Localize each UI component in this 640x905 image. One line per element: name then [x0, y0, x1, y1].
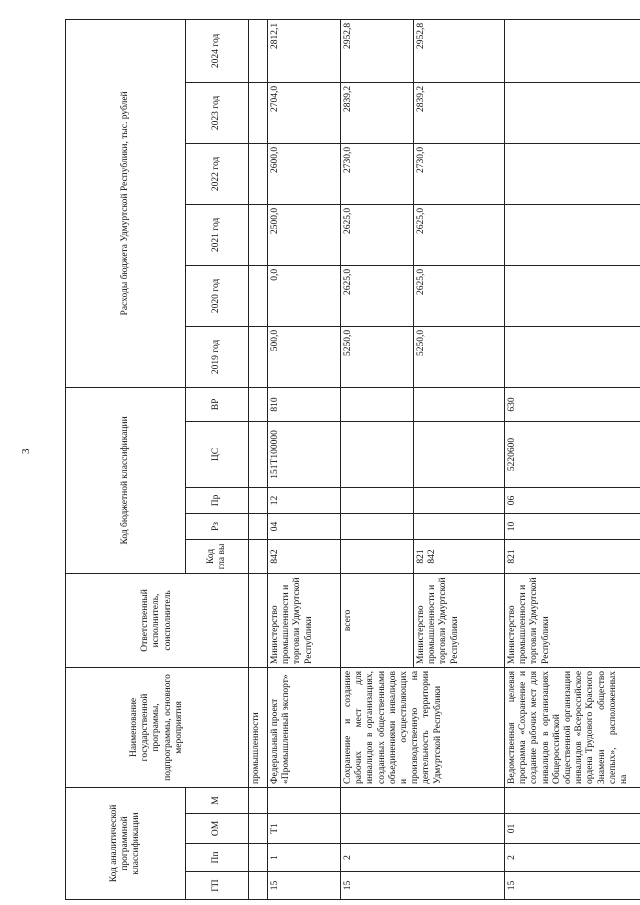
cell-cs: [414, 421, 505, 487]
cell-executor: Министерство промышленности и торговли Удмуртской Республики: [414, 573, 505, 667]
header-row-top: [66, 19, 186, 899]
header-vr: ВР: [186, 387, 249, 421]
cell-2021: 2500,0: [268, 204, 341, 265]
cell-rz: 04: [268, 513, 341, 539]
table-row: [341, 19, 414, 899]
cell-name: Сохранение и создание рабочих мест для инвалидов в организациях, созданных общественными объединениями инвалидов и осуществляющих производственную на деятельность территории Удмуртской Республики: [341, 667, 505, 787]
header-name: Наименование государственной программы, подпрограммы, основного мероприятия: [66, 667, 249, 787]
cell-2022: 2730,0: [341, 143, 414, 204]
header-pr: Пр: [186, 487, 249, 513]
budget-table-sheet: [65, 20, 630, 900]
cell-executor-total: всего: [341, 573, 414, 667]
cell-vr: 810: [268, 387, 341, 421]
rotated-page: [65, 20, 630, 900]
cell-m: [268, 787, 341, 813]
cell-2021: [505, 204, 640, 265]
cell-kod-glavy: 842: [268, 539, 341, 573]
header-year-2024: 2024 год: [186, 19, 249, 82]
page-number: 3: [20, 448, 32, 454]
cell-2019: 5250,0: [341, 326, 414, 387]
kod-glavy-value: 842: [427, 549, 438, 564]
cell-om: Т1: [268, 814, 341, 844]
header-expenses: Расходы бюджета Удмуртской Республики, тыс. рублей: [66, 19, 186, 387]
cell-kod-glavy: [249, 539, 268, 573]
cell-2020: 2625,0: [414, 265, 505, 326]
cell-2023: [249, 82, 268, 143]
cell-2022: [505, 143, 640, 204]
header-om: ОМ: [186, 814, 249, 844]
cell-pr: [249, 487, 268, 513]
cell-cs: [341, 421, 414, 487]
kod-glavy-value: 821: [416, 549, 426, 564]
budget-table: [65, 19, 640, 900]
cell-gp: 15: [341, 872, 505, 900]
cell-gp: 15: [505, 872, 640, 900]
cell-vr: [341, 387, 414, 421]
header-analytic-code: Код аналитической программной классификации: [66, 787, 186, 899]
cell-pr: 06: [505, 487, 640, 513]
table-row: [268, 19, 341, 899]
cell-pp: [249, 844, 268, 872]
cell-2020: 2625,0: [341, 265, 414, 326]
cell-pp: 1: [268, 844, 341, 872]
cell-cs: 5220600: [505, 421, 640, 487]
header-year-2021: 2021 год: [186, 204, 249, 265]
cell-2022: 2730,0: [414, 143, 505, 204]
cell-om: [249, 814, 268, 844]
cell-2023: 2839,2: [341, 82, 414, 143]
header-year-2020: 2020 год: [186, 265, 249, 326]
cell-kod-glavy: 821: [505, 539, 640, 573]
header-gp: ГП: [186, 872, 249, 900]
cell-2023: 2704,0: [268, 82, 341, 143]
cell-kod-glavy: [341, 539, 414, 573]
cell-2019: [505, 326, 640, 387]
cell-2021: [249, 204, 268, 265]
cell-2020: [249, 265, 268, 326]
cell-name: Ведомственная целевая программа «Сохранение и создание рабочих мест для инвалидов в организациях Общероссийской общественной организации инвалидов «Всероссийское ордена Трудового Красного Знамени общество слепых», расположенных на: [505, 667, 640, 787]
cell-rz: [249, 513, 268, 539]
cell-2022: [249, 143, 268, 204]
cell-cs: 151Т100000: [268, 421, 341, 487]
cell-executor: [249, 573, 268, 667]
cell-executor: Министерство промышленности и торговли Удмуртской Республики: [505, 573, 640, 667]
cell-gp: 15: [268, 872, 341, 900]
cell-kod-glavy: [414, 539, 505, 573]
cell-2020: [505, 265, 640, 326]
cell-rz: [341, 513, 414, 539]
header-kod-glavy: Код гла вы: [186, 539, 249, 573]
header-year-2023: 2023 год: [186, 82, 249, 143]
cell-gp: [249, 872, 268, 900]
cell-2024: 2952,8: [414, 19, 505, 82]
cell-2020: 0,0: [268, 265, 341, 326]
cell-2024: [249, 19, 268, 82]
cell-name: промышленности: [249, 667, 268, 787]
cell-2021: 2625,0: [414, 204, 505, 265]
cell-pr: [341, 487, 414, 513]
header-rz: Рз: [186, 513, 249, 539]
table-row: [505, 19, 640, 899]
cell-name: Федеральный проект «Промышленный экспорт»: [268, 667, 341, 787]
cell-pp: 2: [341, 844, 505, 872]
table-row: [249, 19, 268, 899]
cell-2023: [505, 82, 640, 143]
cell-2024: 2812,1: [268, 19, 341, 82]
cell-2022: 2600,0: [268, 143, 341, 204]
cell-vr: [414, 387, 505, 421]
header-executor: Ответственный исполнитель, соисполнитель: [66, 573, 249, 667]
cell-executor: Министерство промышленности и торговли Удмуртской Республики: [268, 573, 341, 667]
header-year-2022: 2022 год: [186, 143, 249, 204]
header-m: М: [186, 787, 249, 813]
cell-rz: [414, 513, 505, 539]
cell-2024: [505, 19, 640, 82]
cell-m: [341, 787, 505, 813]
cell-2019: [249, 326, 268, 387]
cell-m: [505, 787, 640, 813]
cell-2024: 2952,8: [341, 19, 414, 82]
cell-vr: 630: [505, 387, 640, 421]
cell-2021: 2625,0: [341, 204, 414, 265]
header-pp: Пп: [186, 844, 249, 872]
header-year-2019: 2019 год: [186, 326, 249, 387]
cell-rz: 10: [505, 513, 640, 539]
cell-pr: 12: [268, 487, 341, 513]
cell-2019: 500,0: [268, 326, 341, 387]
header-budget-code: Код бюджетной классификации: [66, 387, 186, 573]
cell-pp: 2: [505, 844, 640, 872]
cell-m: [249, 787, 268, 813]
cell-om: 01: [505, 814, 640, 844]
cell-pr: [414, 487, 505, 513]
cell-cs: [249, 421, 268, 487]
cell-vr: [249, 387, 268, 421]
header-cs: ЦС: [186, 421, 249, 487]
cell-2019: 5250,0: [414, 326, 505, 387]
cell-om: [341, 814, 505, 844]
cell-2023: 2839,2: [414, 82, 505, 143]
